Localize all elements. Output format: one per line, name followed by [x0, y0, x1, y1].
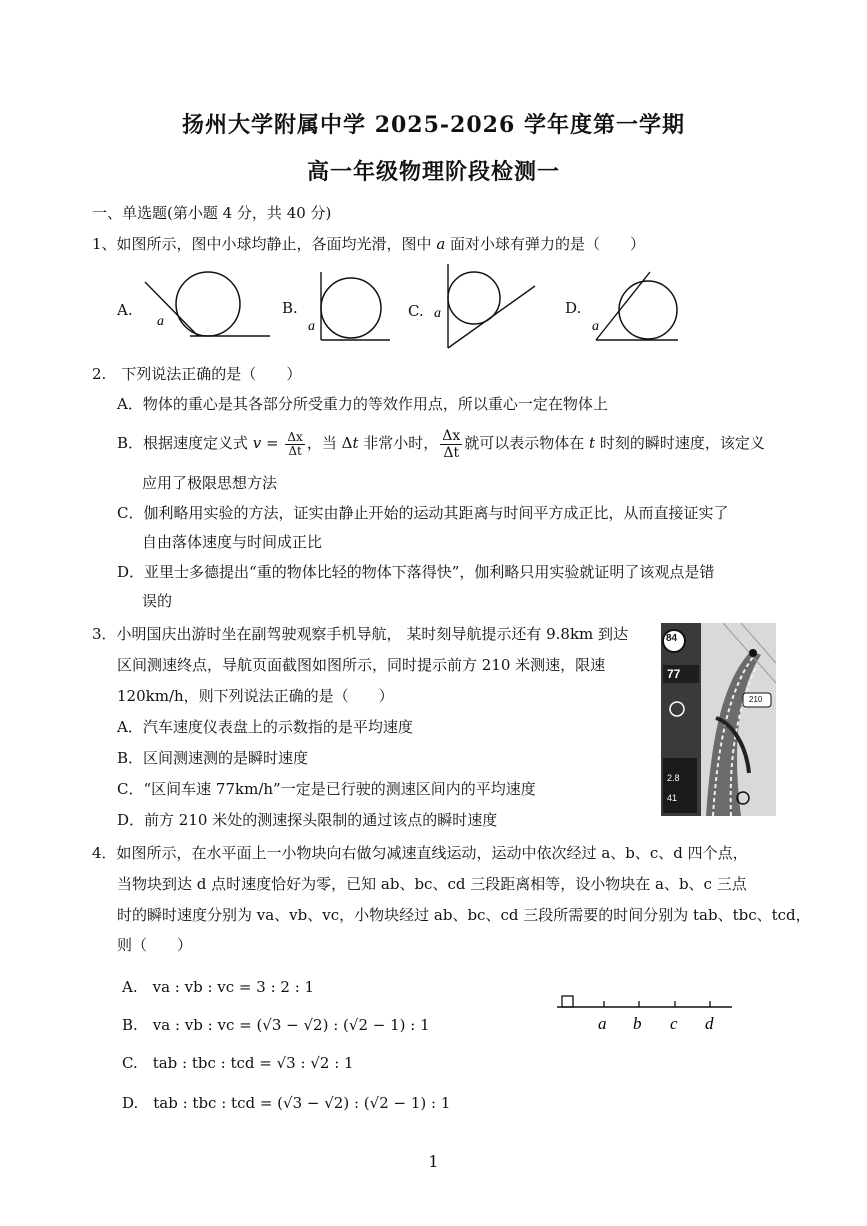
q2-b-frac2-num: Δx: [442, 427, 461, 444]
q4-option-a[interactable]: A. va : vb : vc = 3 : 2 : 1: [122, 978, 315, 996]
q4-option-d[interactable]: D. tab : tbc : tcd = (√3 − √2) : (√2 − 1) : 1: [122, 1094, 451, 1112]
q1-figure-d: [588, 268, 683, 348]
q2-option-c-line2: 自由落体速度与时间成正比: [142, 533, 323, 551]
q2-option-d[interactable]: D．亚里士多德提出“重的物体比轻的物体下落得快”，伽利略只用实验就证明了该观点是错: [117, 563, 715, 581]
block: [562, 996, 573, 1007]
q1-figure-c: [430, 262, 540, 352]
q2-option-b[interactable]: [117, 424, 765, 462]
q2-b-frac1-den: Δt: [288, 443, 302, 458]
q2-option-b-line2: 应用了极限思想方法: [142, 474, 278, 492]
q3-option-a[interactable]: A．汽车速度仪表盘上的示数指的是平均速度: [117, 718, 413, 736]
navigation-map: [661, 623, 776, 816]
q2-option-d-line2: 误的: [142, 592, 173, 610]
q2-b-mid2: 非常小时，: [358, 434, 439, 452]
q1-stem: [92, 234, 645, 254]
q2-option-c[interactable]: C．伽利略用实验的方法，证实由静止开始的运动其距离与时间平方成正比，从而直接证实了: [117, 504, 729, 522]
q1-stem-b: 面对小球有弹力的是（ ）: [445, 235, 646, 253]
q3-option-d[interactable]: D．前方 210 米处的测速探头限制的通过该点的瞬时速度: [117, 811, 498, 829]
q4-option-c[interactable]: C. tab : tbc : tcd = √3 : √2 : 1: [122, 1054, 354, 1072]
q1-figure-b: [305, 268, 395, 343]
q4-stem-line3: 时的瞬时速度分别为 va、vb、vc，小物块经过 ab、bc、cd 三段所需要的时间分别为 tab、tbc、tcd，: [117, 906, 811, 924]
q2-stem: 2. 下列说法正确的是（ ）: [92, 365, 302, 383]
q3-option-c[interactable]: C．“区间车速 77km/h”一定是已行驶的测速区间内的平均速度: [117, 780, 536, 798]
q1-option-d-label[interactable]: D.: [565, 299, 582, 317]
q2-b-mid: ，当 Δ: [306, 434, 353, 452]
q2-b-fraction-large: [440, 428, 462, 461]
q2-b-fraction-small: [285, 431, 304, 458]
q3-stem-line2: 区间测速终点，导航页面截图如图所示，同时提示前方 210 米测速，限速: [117, 656, 606, 674]
q1-option-a-label[interactable]: A.: [117, 301, 133, 319]
q1-option-c-label[interactable]: C.: [408, 302, 424, 320]
q2-b-frac1-num: Δx: [287, 429, 303, 444]
q1-figure-a: [140, 268, 275, 343]
q4-figure: [552, 990, 737, 1040]
q1-figure-c-label: a: [434, 306, 441, 321]
point-c-label: c: [670, 1014, 678, 1033]
q3-stem-line1: 3．小明国庆出游时坐在副驾驶观察手机导航， 某时刻导航提示还有 9.8km 到达: [92, 625, 629, 643]
q1-option-b-label[interactable]: B.: [282, 299, 298, 317]
average-speed-readout: 77: [667, 667, 681, 681]
section-heading: 一、单选题(第小题 4 分，共 40 分): [92, 204, 332, 222]
point-d-label: d: [705, 1014, 714, 1033]
point-a-label: a: [598, 1014, 607, 1033]
q2-b-post2: 时刻的瞬时速度，该定义: [595, 434, 765, 452]
q4-stem-line4: 则（ ）: [117, 936, 193, 954]
speed-limit-sign: 84: [666, 633, 678, 644]
q2-b-post: 就可以表示物体在: [464, 434, 590, 452]
q1-stem-a: 1、如图所示，图中小球均静止，各面均光滑，图中: [92, 235, 437, 253]
side-panel-value-2: 41: [667, 793, 678, 803]
q2-option-a[interactable]: A．物体的重心是其各部分所受重力的等效作用点，所以重心一定在物体上: [117, 395, 608, 413]
exam-subtitle: 高一年级物理阶段检测一: [306, 159, 560, 185]
page-number: 1: [428, 1152, 439, 1171]
q2-b-eq: =: [261, 434, 284, 452]
navigation-screenshot: [661, 623, 776, 816]
q2-b-t: t: [352, 434, 359, 452]
q3-stem-line3: 120km/h，则下列说法正确的是（ ）: [117, 687, 394, 705]
side-panel-value-1: 2.8: [667, 773, 680, 783]
camera-distance-badge: 210: [749, 695, 763, 704]
q2-b-frac2-den: Δt: [443, 444, 460, 461]
q1-stem-var: a: [436, 235, 446, 253]
q3-option-b[interactable]: B．区间测速测的是瞬时速度: [117, 749, 309, 767]
exam-title: 扬州大学附属中学 2025-2026 学年度第一学期: [182, 112, 685, 138]
q4-stem-line1: 4．如图所示，在水平面上一小物块向右做匀减速直线运动，运动中依次经过 a、b、c、d 四个点，: [92, 844, 748, 862]
q4-option-b[interactable]: B. va : vb : vc = (√3 − √2) : (√2 − 1) : 1: [122, 1016, 430, 1034]
q1-figure-d-label: a: [592, 319, 599, 334]
point-b-label: b: [633, 1014, 642, 1033]
q2-b-pre: B．根据速度定义式: [117, 434, 253, 452]
q4-stem-line2: 当物块到达 d 点时速度恰好为零，已知 ab、bc、cd 三段距离相等，设小物块在 a、b、c 三点: [117, 875, 747, 893]
q1-figure-b-label: a: [308, 319, 315, 334]
q2-b-t2: t: [589, 434, 596, 452]
q1-figure-a-label: a: [157, 314, 164, 329]
q2-b-v: v: [252, 434, 262, 452]
